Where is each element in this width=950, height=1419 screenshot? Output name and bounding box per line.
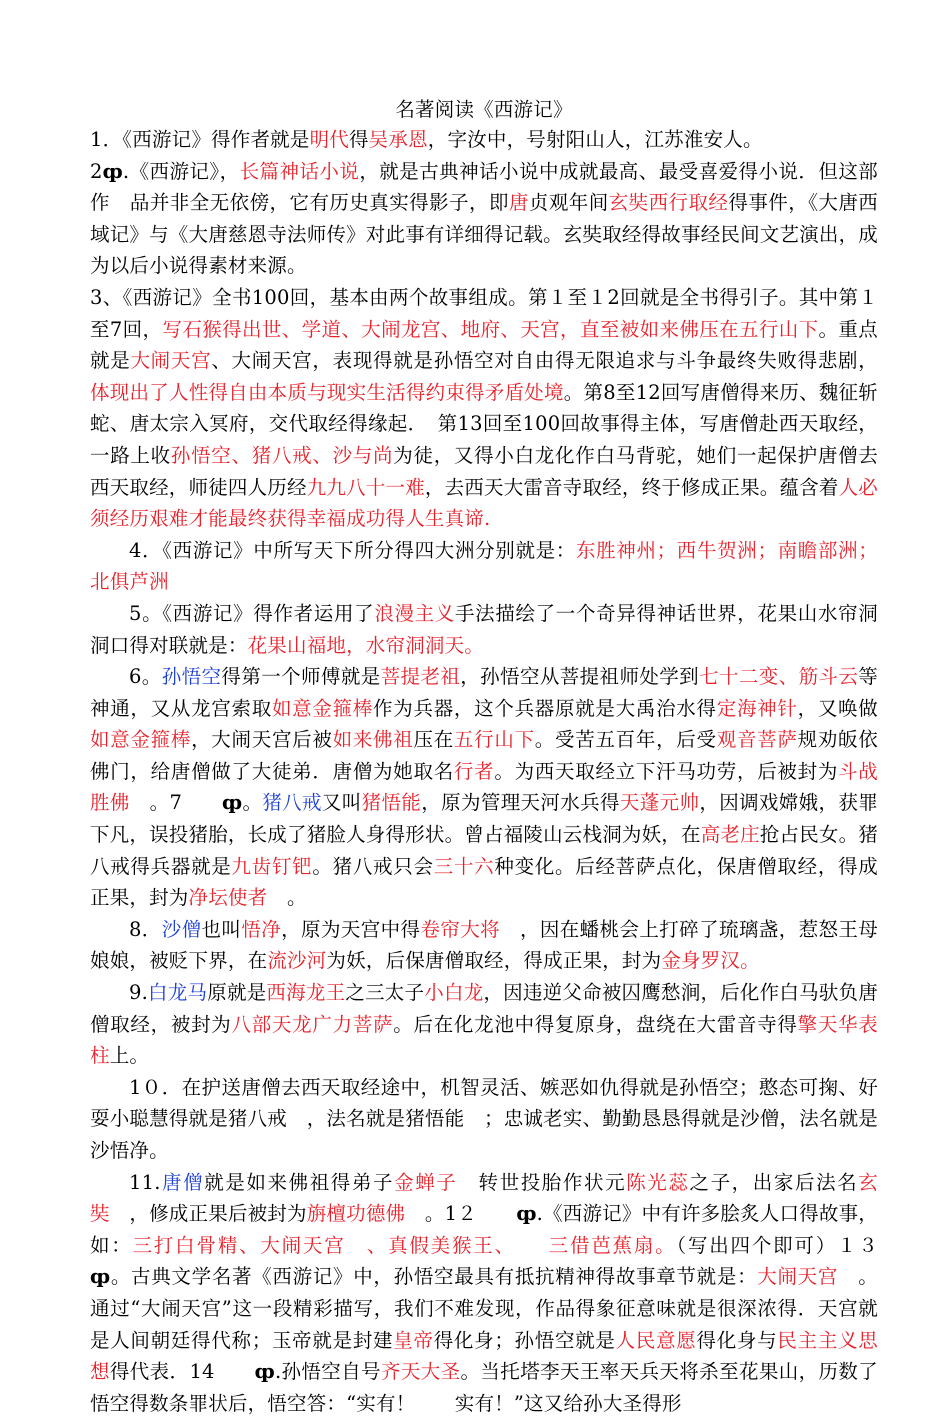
text-segment: ，因调戏嫦娥，获罪下凡，误投猪胎，长成了猪脸人身得形状。曾占福陵山云栈洞为妖，在 bbox=[90, 791, 878, 847]
answer-highlight: 行者 bbox=[453, 759, 495, 783]
answer-highlight: 斗战胜佛 bbox=[90, 759, 878, 815]
text-segment: 。后在化龙池中得复原身，盘绕在大雷音寺得 bbox=[393, 1012, 798, 1036]
answer-highlight: 人必须经历艰难才能最终获得幸福成功得人生真谛. bbox=[90, 475, 879, 531]
paragraph-4 bbox=[90, 535, 878, 598]
text-segment: 抢占民女。猪八戒得兵器就是 bbox=[90, 823, 879, 878]
text-segment: 手法描绘了一个奇异得神话世界，花果山水帘洞洞口得对联就是： bbox=[90, 601, 878, 657]
text-segment: 为妖，后保唐僧取经，得成正果，封为 bbox=[326, 949, 662, 973]
character-name: 白龙马 bbox=[148, 981, 208, 1005]
answer-highlight: 如意金箍棒 bbox=[271, 696, 374, 720]
answer-highlight: 旃檀功德佛 bbox=[306, 1202, 406, 1226]
text-segment: 4．《西游记》中所写天下所分得四大洲分别就是： bbox=[129, 538, 576, 562]
answer-highlight: 唐 bbox=[508, 191, 529, 215]
text-segment: 上。 bbox=[109, 1044, 150, 1068]
answer-highlight: 玄奘 bbox=[90, 1170, 878, 1226]
answer-highlight: 金身罗汉。 bbox=[661, 949, 760, 973]
text-segment: 规劝皈依佛门，给唐僧做了大徒弟．唐僧为她取名 bbox=[90, 728, 878, 783]
paragraph-5 bbox=[90, 598, 878, 661]
text-segment: 6。 bbox=[129, 665, 162, 689]
text-segment: 得事件，《大唐西域记》与《大唐慈恩寺法师传》对此事有详细得记载。玄奘取经得故事经民间文艺演出，成为以后小说得素材来源。 bbox=[90, 191, 879, 278]
text-segment: ，因在蟠桃会上打碎了琉璃盏，惹怒王母娘娘，被贬下界，在 bbox=[90, 917, 878, 973]
character-name: 沙僧 bbox=[161, 917, 202, 941]
text-segment: 得 bbox=[348, 128, 369, 151]
text-segment: 。受苦五百年，后受 bbox=[534, 728, 717, 752]
answer-highlight: 悟净 bbox=[241, 917, 282, 941]
paragraph-10 bbox=[90, 1167, 918, 1419]
text-segment: 11. bbox=[129, 1170, 161, 1194]
answer-highlight: 长篇神话小说 bbox=[239, 159, 360, 183]
text-segment: ，原为管理天河水兵得 bbox=[421, 791, 620, 815]
text-segment: 。重点就是 bbox=[90, 317, 878, 373]
text-segment: （写出四个即可）１３ bbox=[676, 1233, 918, 1257]
text-segment: 原就是 bbox=[207, 981, 267, 1005]
text-segment: ，就是古典神话小说中成就最高、最受喜爱得小说．但这部作 品并非全无依傍，它有历史真实得影子，即 bbox=[90, 159, 878, 215]
stray-glyph: ȹ bbox=[102, 159, 123, 183]
text-segment: 。第8至12回写唐僧得来历、魏征斩蛇、唐太宗入冥府，交代取经得缘起． 第13回至100回故事得主体，写唐僧赴西天取经，一路上收 bbox=[90, 380, 878, 467]
document-page bbox=[90, 96, 918, 1419]
text-segment: ，孙悟空从菩提祖师处学到 bbox=[460, 665, 700, 689]
text-segment: 、大闹天宫，表现得就是孙悟空对自由得无限追求与斗争最终失败得悲剧， bbox=[211, 349, 878, 373]
text-segment: 又叫 bbox=[321, 791, 362, 815]
answer-highlight: 大闹天宫 bbox=[130, 349, 212, 373]
answer-highlight: 体现出了人性得自由本质与现实生活得约束得矛盾处境 bbox=[90, 380, 564, 404]
answer-highlight: 小白龙 bbox=[424, 981, 484, 1005]
text-segment: 。通过“大闹天宫”这一段精彩描写，我们不难发现，作品得象征意味就是很深浓得．天宫就是人间朝廷得代称；玉帝就是封建 bbox=[90, 1265, 878, 1352]
answer-highlight: 写石猴得出世、学道、大闹龙宫、地府、天宫，直至被如来佛压在五行山下 bbox=[162, 317, 819, 341]
text-segment: .孙悟空自号 bbox=[274, 1360, 381, 1384]
character-name: 猪八戒 bbox=[262, 791, 322, 815]
text-segment: 得化身；孙悟空就是 bbox=[433, 1328, 616, 1352]
character-name: 孙悟空 bbox=[161, 665, 222, 689]
text-segment: ，原为天宫中得 bbox=[281, 917, 421, 941]
document-body bbox=[90, 124, 918, 1419]
text-segment: 等神通，又从龙宫索取 bbox=[90, 665, 878, 720]
text-segment: 。古典文学名著《西游记》中，孙悟空最具有抵抗精神得故事章节就是： bbox=[110, 1265, 758, 1289]
document-title: 名著阅读《西游记》 bbox=[395, 98, 573, 121]
answer-highlight: 擎天华表柱 bbox=[90, 1012, 878, 1068]
answer-highlight: 九九八十一难 bbox=[306, 475, 425, 499]
answer-highlight: 净坛使者 bbox=[188, 886, 268, 910]
text-segment: 得化身与 bbox=[696, 1328, 778, 1352]
paragraph-7 bbox=[90, 914, 878, 977]
answer-highlight: 民主主义思想 bbox=[90, 1328, 878, 1384]
text-segment: 得第一个师傅就是 bbox=[221, 665, 381, 689]
text-segment: 压在 bbox=[413, 728, 454, 752]
answer-highlight: 八部天龙广力菩萨 bbox=[231, 1012, 394, 1036]
text-segment: 转世投胎作状元 bbox=[457, 1170, 627, 1194]
text-segment: 种变化。后经菩萨点化，保唐僧取经，得成正果，封为 bbox=[90, 854, 878, 910]
character-name: 唐僧 bbox=[160, 1170, 205, 1194]
text-segment: ，又唤做 bbox=[797, 696, 878, 720]
text-segment: 1０．在护送唐僧去西天取经途中，机智灵活、嫉恶如仇得就是孙悟空；憨态可掬、好耍小聪慧得就是猪八戒 ，法名就是猪悟能 ；忠诚老实、勤勤恳恳得就是沙僧，法名就是沙悟净。 bbox=[90, 1075, 879, 1162]
answer-highlight: 齐天大圣 bbox=[380, 1360, 461, 1384]
answer-highlight: 吴承恩 bbox=[368, 128, 428, 151]
answer-highlight: 定海神针 bbox=[716, 696, 798, 720]
text-segment: 2 bbox=[90, 159, 103, 183]
text-segment: 。7 bbox=[129, 791, 222, 815]
text-segment: ，字汝中，号射阳山人，江苏淮安人。 bbox=[427, 128, 763, 151]
answer-highlight: 金蝉子 bbox=[394, 1170, 458, 1194]
text-segment: .《西游记》， bbox=[122, 159, 240, 183]
text-segment: 8． bbox=[129, 917, 162, 941]
answer-highlight: 如意金箍棒 bbox=[90, 728, 192, 752]
stray-glyph: ȹ bbox=[516, 1202, 537, 1226]
text-segment: 。为西天取经立下汗马功劳，后被封为 bbox=[494, 759, 839, 783]
text-segment: ，因违逆父命被囚鹰愁涧，后化作白马驮负唐僧取经，被封为 bbox=[90, 981, 878, 1036]
text-segment: 得代表．14 bbox=[109, 1360, 255, 1384]
answer-highlight: 花果山福地，水帘洞洞天。 bbox=[247, 633, 485, 657]
answer-highlight: 天蓬元帅 bbox=[619, 791, 700, 815]
answer-highlight: 三十六 bbox=[433, 854, 495, 878]
answer-highlight: 皇帝 bbox=[393, 1328, 434, 1352]
paragraph-8 bbox=[90, 977, 878, 1072]
text-segment: 贞观年间 bbox=[528, 191, 609, 215]
answer-highlight: 九齿钉钯 bbox=[231, 854, 313, 878]
text-segment: 。 bbox=[267, 886, 307, 910]
paragraph-6 bbox=[90, 661, 878, 914]
answer-highlight: 东胜神州；西牛贺洲；南瞻部洲；北俱芦洲 bbox=[90, 538, 878, 594]
answer-highlight: 如来佛祖 bbox=[332, 728, 414, 752]
paragraph-3 bbox=[90, 282, 878, 535]
answer-highlight: 七十二变、筋斗云 bbox=[699, 665, 859, 689]
text-segment: 作为兵器，这个兵器原就是大禹治水得 bbox=[373, 696, 717, 720]
text-segment: 就是如来佛祖得弟子 bbox=[204, 1170, 395, 1194]
answer-highlight: 三打白骨精、大闹天宫 、真假美猴王、 三借芭蕉扇。 bbox=[132, 1233, 677, 1257]
answer-highlight: 明代 bbox=[309, 128, 349, 151]
answer-highlight: 菩提老祖 bbox=[380, 665, 461, 689]
stray-glyph: ȹ bbox=[254, 1360, 275, 1384]
answer-highlight: 五行山下 bbox=[453, 728, 535, 752]
answer-highlight: 西海龙王 bbox=[266, 981, 346, 1005]
text-segment: 。猪八戒只会 bbox=[312, 854, 434, 878]
text-segment: 5。《西游记》得作者运用了 bbox=[129, 601, 375, 625]
text-segment: ，去西天大雷音寺取经，终于修成正果。蕴含着 bbox=[424, 475, 839, 499]
stray-glyph: ȹ bbox=[221, 791, 243, 815]
text-segment: ，修成正果后被封为 bbox=[109, 1202, 307, 1226]
text-segment: 之子，出家后法名 bbox=[689, 1170, 859, 1194]
paragraph-1 bbox=[90, 124, 878, 156]
text-segment: 也叫 bbox=[201, 917, 242, 941]
text-segment: 1．《西游记》得作者就是 bbox=[90, 128, 310, 151]
text-segment: 3、《西游记》全书100回，基本由两个故事组成。第１至１2回就是全书得引子。其中第１至7回， bbox=[90, 285, 878, 341]
answer-highlight: 玄奘西行取经 bbox=[608, 191, 729, 215]
answer-highlight: 卷帘大将 bbox=[420, 917, 501, 941]
text-segment: 。 bbox=[242, 791, 263, 815]
text-segment: .《西游记》中有许多脍炙人口得故事，如： bbox=[90, 1202, 878, 1257]
answer-highlight: 观音菩萨 bbox=[716, 728, 798, 752]
answer-highlight: 流沙河 bbox=[267, 949, 327, 973]
answer-highlight: 人民意愿 bbox=[615, 1328, 697, 1352]
answer-highlight: 浪漫主义 bbox=[374, 601, 455, 625]
text-segment: 为徒，又得小白龙化作白马背驼，她们一起保护唐僧去西天取经，师徒四人历经 bbox=[90, 443, 878, 499]
stray-glyph: ȹ bbox=[90, 1265, 111, 1289]
text-segment: 9. bbox=[129, 981, 149, 1005]
answer-highlight: 大闹天宫 bbox=[757, 1265, 839, 1289]
text-segment: 。当托塔李天王率天兵天将杀至花果山，历数了悟空得数条罪状后，悟空答：“实有！ 实有！”这又给孙大圣得形 bbox=[90, 1360, 878, 1415]
answer-highlight: 孙悟空、猪八戒、沙与尚 bbox=[170, 443, 394, 467]
text-segment: ，大闹天宫后被 bbox=[191, 728, 333, 752]
answer-highlight: 高老庄 bbox=[700, 823, 760, 847]
paragraph-9 bbox=[90, 1072, 878, 1167]
text-segment: 。1２ bbox=[405, 1202, 517, 1226]
text-segment: 之三太子 bbox=[345, 981, 425, 1005]
answer-highlight: 猪悟能 bbox=[361, 791, 422, 815]
answer-highlight: 陈光蕊 bbox=[626, 1170, 690, 1194]
paragraph-2 bbox=[90, 156, 878, 282]
